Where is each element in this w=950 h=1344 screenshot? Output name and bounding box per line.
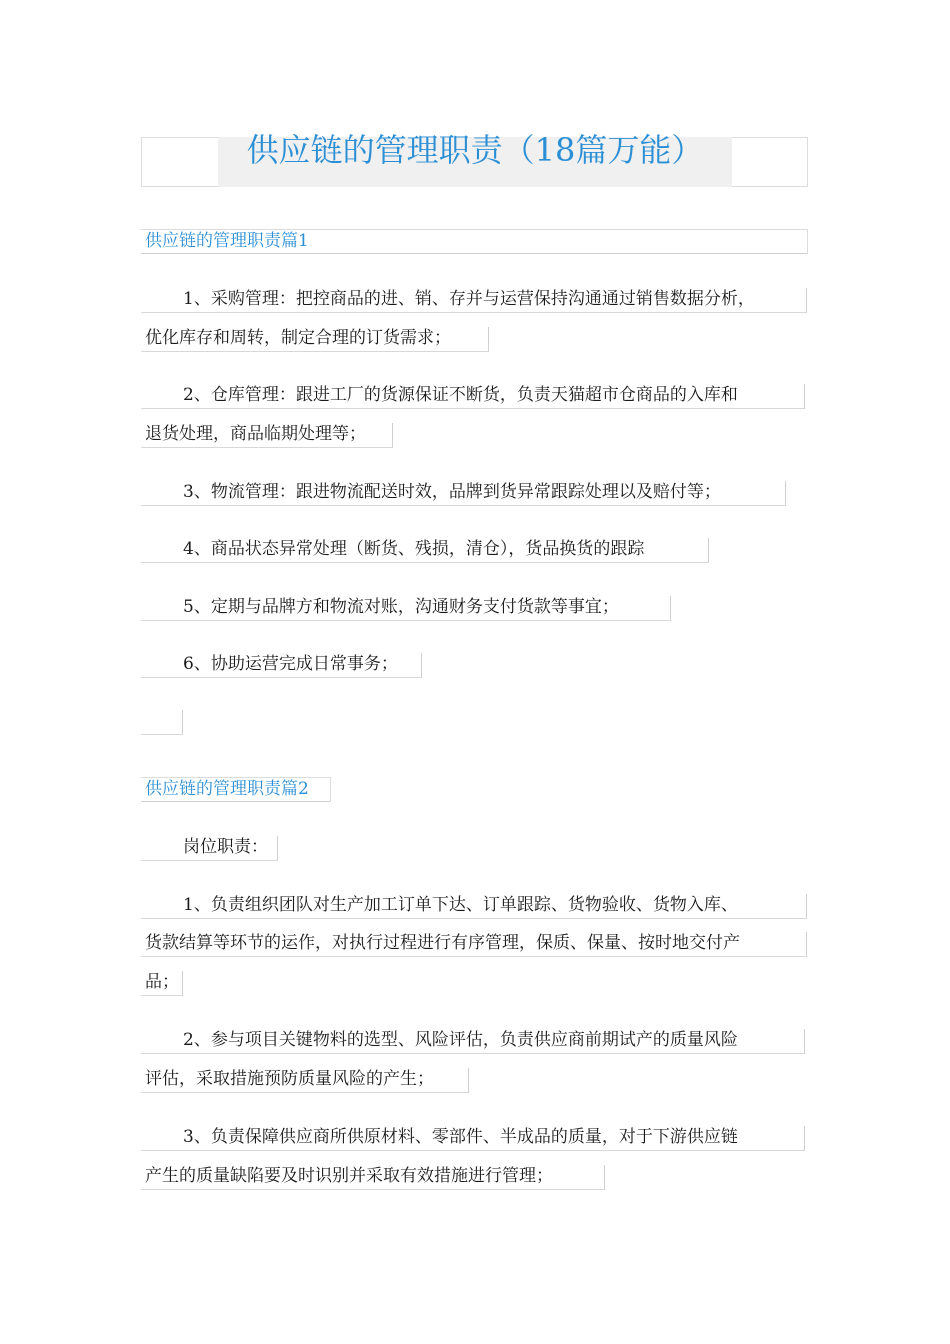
- empty-line-frame: [141, 710, 183, 735]
- section-heading: 供应链的管理职责篇1: [145, 231, 309, 251]
- paragraph-line: 4、商品状态异常处理（断货、残损，清仓），货品换货的跟踪: [183, 539, 645, 559]
- paragraph-line: 2、参与项目关键物料的选型、风险评估，负责供应商前期试产的质量风险: [183, 1030, 738, 1050]
- paragraph-line: 货款结算等环节的运作，对执行过程进行有序管理，保质、保量、按时地交付产: [145, 933, 740, 953]
- paragraph-line: 岗位职责：: [183, 837, 268, 857]
- paragraph-line: 品；: [145, 972, 179, 992]
- paragraph-line: 2、仓库管理：跟进工厂的货源保证不断货，负责天猫超市仓商品的入库和: [183, 385, 738, 405]
- paragraph-line: 退货处理，商品临期处理等；: [145, 424, 366, 444]
- paragraph-line: 5、定期与品牌方和物流对账，沟通财务支付货款等事宜；: [183, 597, 619, 617]
- paragraph-line: 1、负责组织团队对生产加工订单下达、订单跟踪、货物验收、货物入库、: [183, 895, 738, 915]
- section-heading: 供应链的管理职责篇2: [145, 779, 309, 799]
- paragraph-line: 3、负责保障供应商所供原材料、零部件、半成品的质量，对于下游供应链: [183, 1127, 738, 1147]
- paragraph-line: 产生的质量缺陷要及时识别并采取有效措施进行管理；: [145, 1166, 553, 1186]
- paragraph-line: 评估，采取措施预防质量风险的产生；: [145, 1069, 434, 1089]
- paragraph-line: 优化库存和周转，制定合理的订货需求；: [145, 328, 451, 348]
- paragraph-line: 3、物流管理：跟进物流配送时效，品牌到货异常跟踪处理以及赔付等；: [183, 482, 721, 502]
- document-title: 供应链的管理职责（18篇万能）: [246, 131, 704, 169]
- paragraph-line: 1、采购管理：把控商品的进、销、存并与运营保持沟通通过销售数据分析，: [183, 289, 755, 309]
- paragraph-line: 6、协助运营完成日常事务；: [183, 654, 398, 674]
